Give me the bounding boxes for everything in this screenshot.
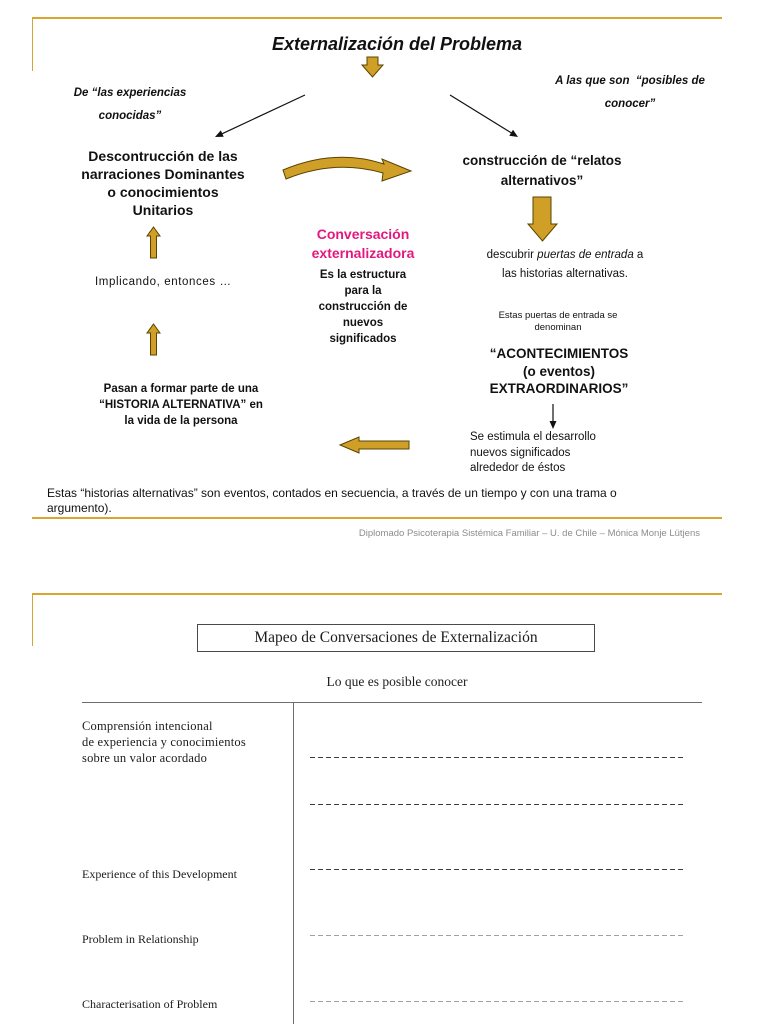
row-label-line: Characterisation of Problem	[82, 997, 218, 1011]
closing-note	[47, 486, 617, 516]
discover-line: las historias alternativas.	[502, 268, 628, 280]
row-label-line: Experience of this Development	[82, 867, 237, 881]
externalizing-conversation-heading	[283, 225, 443, 263]
center-body	[283, 267, 443, 347]
row-label-line: de experiencia y conocimientos	[82, 735, 246, 749]
row-label-problem-relationship	[82, 931, 199, 947]
center-body-line: significados	[329, 333, 397, 345]
answer-blank-line	[310, 1001, 685, 1002]
discover-text-before: descubrir	[486, 249, 534, 261]
discover-line	[465, 246, 665, 265]
discover-block	[465, 246, 665, 284]
alternative-history-line: la vida de la persona	[124, 415, 238, 427]
extraordinary-events-line: EXTRAORDINARIOS”	[489, 381, 629, 396]
return-left-arrow-icon	[339, 436, 411, 454]
slide2-top-rule	[32, 593, 722, 595]
extraordinary-events-line: “ACONTECIMIENTOS	[489, 346, 629, 361]
alternative-history-line: “HISTORIA ALTERNATIVA” en	[99, 399, 263, 411]
row-label-intentional-understanding	[82, 718, 246, 766]
upper-up-arrow-icon	[146, 226, 161, 259]
known-experiences-label	[60, 82, 200, 128]
construction-line: construcción de “relatos	[462, 153, 622, 168]
stimulate-line: nuevos significados	[470, 446, 571, 459]
table-top-rule	[82, 702, 702, 703]
left-pointer-arrow-icon	[210, 92, 310, 142]
answer-blank-line	[310, 757, 685, 758]
entry-points-line: Estas puertas de entrada se	[498, 310, 618, 321]
closing-note-line: argumento).	[47, 501, 112, 515]
events-down-pointer-icon	[548, 403, 558, 430]
slide1-bottom-rule	[32, 517, 722, 519]
center-body-line: construcción de	[318, 301, 408, 313]
entry-doors-emphasis: puertas de entrada	[537, 249, 634, 261]
row-label-line: sobre un valor acordado	[82, 751, 208, 765]
answer-blank-line	[310, 804, 685, 805]
deconstruction-block	[73, 147, 253, 219]
answer-blank-line	[310, 869, 685, 870]
row-label-experience-development	[82, 866, 237, 882]
extraordinary-events-block	[459, 345, 659, 398]
lower-up-arrow-icon	[146, 323, 161, 356]
stimulate-line: Se estimula el desarrollo	[470, 431, 596, 443]
known-experiences-line: conocidas”	[98, 110, 162, 122]
curved-right-arrow-icon	[280, 154, 414, 186]
deconstruction-line: Unitarios	[132, 202, 194, 218]
table-column-divider	[293, 702, 294, 1024]
knowable-line: conocer”	[604, 98, 656, 110]
construction-block	[442, 151, 642, 191]
closing-note-line: Estas “historias alternativas” son eventos, contados en secuencia, a través de un tiempo y con una trama o	[47, 486, 617, 500]
right-pointer-arrow-icon	[445, 92, 525, 142]
deconstruction-line: o conocimientos	[107, 184, 219, 200]
stimulate-block	[470, 430, 596, 477]
alternative-history-line: Pasan a formar parte de una	[103, 383, 259, 395]
deconstruction-line: narraciones Dominantes	[81, 166, 245, 182]
center-body-line: para la	[344, 285, 382, 297]
alternative-history-block	[81, 381, 281, 429]
slide1-top-rule	[32, 17, 722, 19]
row-label-line: Comprensión intencional	[82, 719, 213, 733]
answer-blank-line	[310, 935, 685, 936]
row-label-line: Problem in Relationship	[82, 932, 199, 946]
discover-text-after: a	[636, 249, 644, 261]
column-heading: Lo que es posible conocer	[326, 674, 468, 689]
slide1-footer: Diplomado Psicoterapia Sistémica Familiar – U. de Chile – Mónica Monje Lütjens	[358, 528, 700, 539]
center-body-line: nuevos	[342, 317, 384, 329]
slide1-title: Externalización del Problema	[271, 34, 523, 54]
slide2-corner-rule	[32, 593, 33, 646]
center-body-line: Es la estructura	[319, 269, 407, 281]
stimulate-line: alrededor de éstos	[470, 462, 566, 474]
mapping-title-box: Mapeo de Conversaciones de Externalización	[197, 624, 595, 652]
center-heading-line: externalizadora	[311, 245, 415, 261]
entry-points-line: denominan	[534, 322, 582, 333]
implying-text: Implicando, entonces …	[95, 276, 232, 288]
knowable-label	[540, 70, 720, 116]
center-heading-line: Conversación	[316, 226, 410, 242]
slide1-corner-rule	[32, 17, 33, 71]
construction-line: alternativos”	[500, 173, 584, 188]
entry-points-note	[478, 310, 638, 334]
row-label-problem-characterisation	[82, 996, 217, 1012]
known-experiences-line: De “las experiencias	[73, 87, 187, 99]
knowable-line: A las que son “posibles de	[555, 75, 705, 87]
deconstruction-line: Descontrucción de las	[88, 148, 238, 164]
extraordinary-events-line: (o eventos)	[522, 363, 595, 379]
title-down-arrow-icon	[361, 56, 384, 78]
construction-down-arrow-icon	[527, 196, 558, 242]
